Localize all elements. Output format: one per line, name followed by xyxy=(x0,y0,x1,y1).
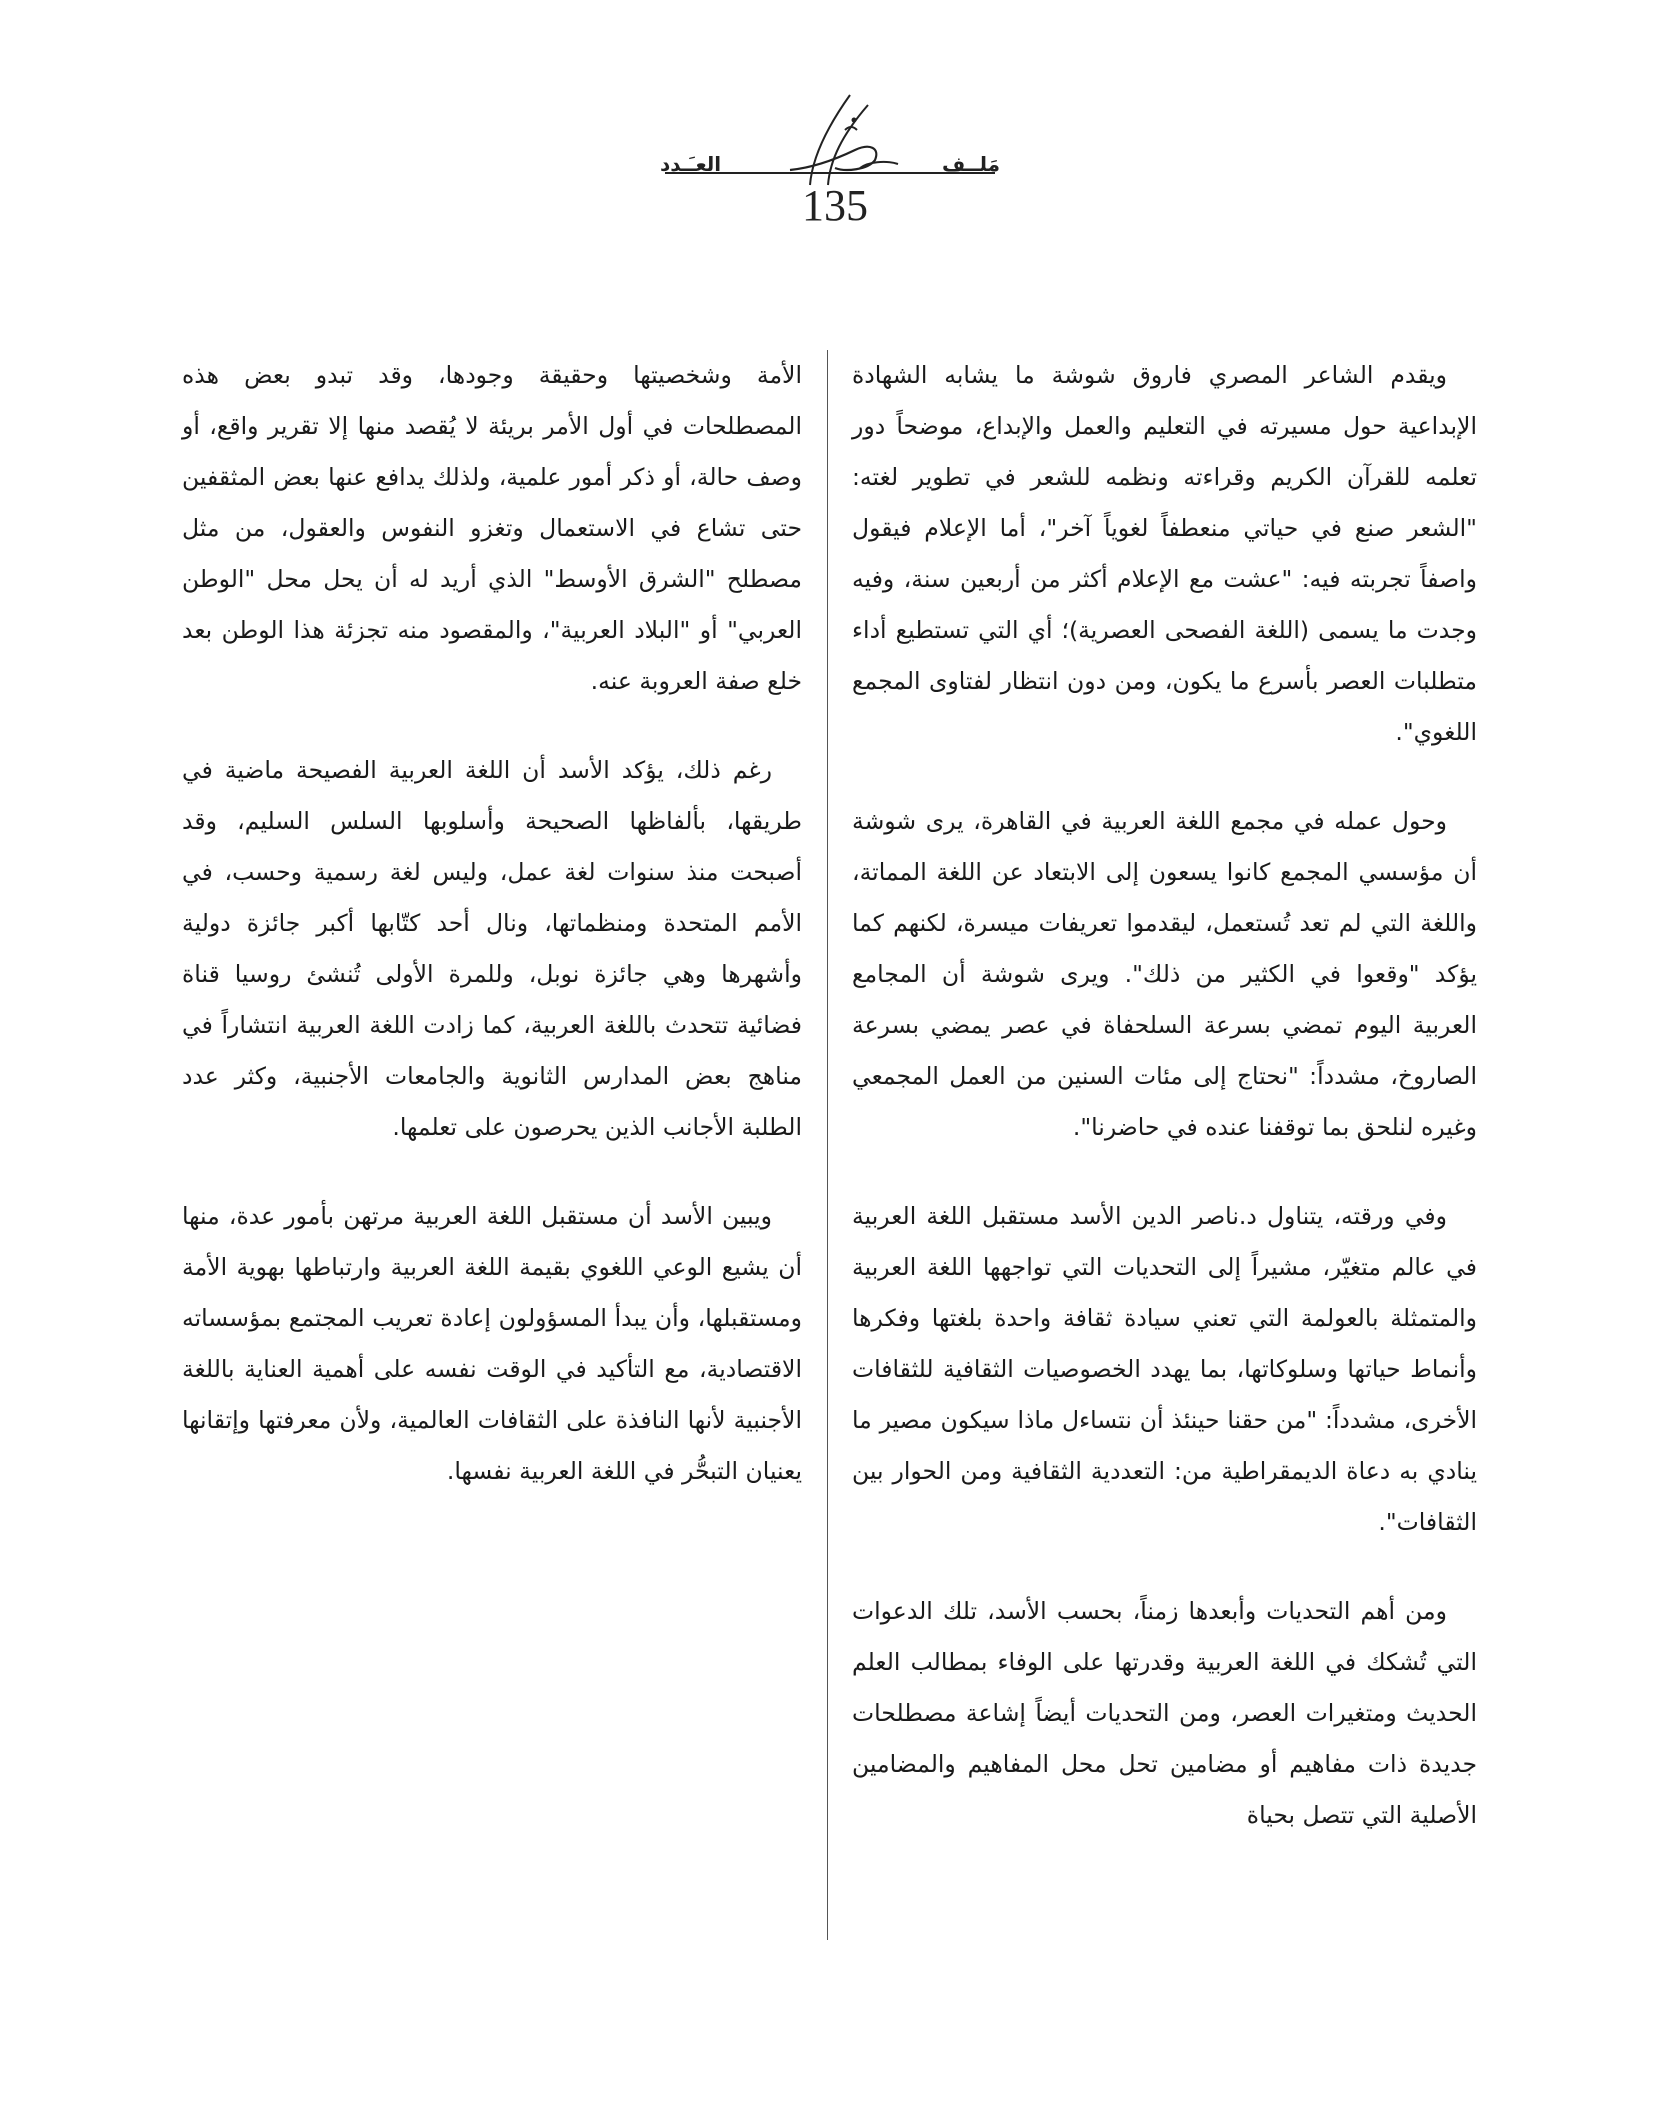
section-label: مَلــف xyxy=(941,152,1000,176)
paragraph: ويقدم الشاعر المصري فاروق شوشة ما يشابه الشهادة الإبداعية حول مسيرته في التعليم والعمل والإبداع، موضحاً دور تعلمه للقرآن الكريم وقراءته ونظمه للشعر في تطوير لغته: "الشعر صنع في حياتي منعطفاً لغوياً آخر"، أما الإعلام فيقول واصفاً تجربته فيه: "عشت مع الإعلام أكثر من أربعين سنة، وفيه وجدت ما يسمى (اللغة الفصحى العصرية)؛ أي التي تستطيع أداء متطلبات العصر بأسرع ما يكون، ومن دون انتظار لفتاوى المجمع اللغوي". xyxy=(852,361,1477,746)
paragraph: ويبين الأسد أن مستقبل اللغة العربية مرتهن بأمور عدة، منها أن يشيع الوعي اللغوي بقيمة اللغة العربية وارتباطها بهوية الأمة ومستقبلها، وأن يبدأ المسؤولون إعادة تعريب المجتمع بمؤسساته الاقتصادية، مع التأكيد في الوقت نفسه على أهمية العناية باللغة الأجنبية لأنها النافذة على الثقافات العالمية، ولأن معرفتها وإتقانها يعنيان التبحُّر في اللغة العربية نفسها. xyxy=(182,1202,802,1485)
paragraph: وفي ورقته، يتناول د.ناصر الدين الأسد مستقبل اللغة العربية في عالم متغيّر، مشيراً إلى التحديات التي تواجهها اللغة العربية والمتمثلة بالعولمة التي تعني سيادة ثقافة واحدة بلغتها وفكرها وأنماط حياتها وسلوكاتها، بما يهدد الخصوصيات الثقافية للثقافات الأخرى، مشدداً: "من حقنا حينئذ أن نتساءل ماذا سيكون مصير ما ينادي به دعاة الديمقراطية من: التعددية الثقافية ومن الحوار بين الثقافات". xyxy=(852,1202,1477,1536)
column-divider xyxy=(827,350,828,1940)
page-header xyxy=(0,90,1654,240)
page-number: 135 xyxy=(802,181,868,230)
paragraph: رغم ذلك، يؤكد الأسد أن اللغة العربية الفصيحة ماضية في طريقها، بألفاظها الصحيحة وأسلوبها السلس السليم، وقد أصبحت منذ سنوات لغة عمل، وليس لغة رسمية وحسب، في الأمم المتحدة ومنظماتها، ونال أحد كتّابها أكبر جائزة دولية وأشهرها وهي جائزة نوبل، وللمرة الأولى تُنشئ روسيا قناة فضائية تتحدث باللغة العربية، كما زادت اللغة العربية انتشاراً في مناهج بعض المدارس الثانوية والجامعات الأجنبية، وكثر عدد الطلبة الأجانب الذين يحرصون على تعلمها. xyxy=(182,756,802,1141)
paragraph: الأمة وشخصيتها وحقيقة وجودها، وقد تبدو بعض هذه المصطلحات في أول الأمر بريئة لا يُقصد منها إلا تقرير واقع، أو وصف حالة، أو ذكر أمور علمية، ولذلك يدافع عنها بعض المثقفين حتى تشاع في الاستعمال وتغزو النفوس والعقول، من مثل مصطلح "الشرق الأوسط" الذي أريد له أن يحل محل "الوطن العربي" أو "البلاد العربية"، والمقصود منه تجزئة هذا الوطن بعد خلع صفة العروبة عنه. xyxy=(182,361,802,695)
paragraph: ومن أهم التحديات وأبعدها زمناً، بحسب الأسد، تلك الدعوات التي تُشكك في اللغة العربية وقدرتها على الوفاء بمطالب العلم الحديث ومتغيرات العصر، ومن التحديات أيضاً إشاعة مصطلحات جديدة ذات مفاهيم أو مضامين تحل محل المفاهيم والمضامين الأصلية التي تتصل بحياة xyxy=(852,1597,1477,1829)
article-column-left xyxy=(182,350,802,1535)
article-column-right xyxy=(852,350,1477,1879)
issue-label: العـَـدد xyxy=(660,152,722,176)
paragraph: وحول عمله في مجمع اللغة العربية في القاهرة، يرى شوشة أن مؤسسي المجمع كانوا يسعون إلى الابتعاد عن اللغة المماتة، واللغة التي لم تعد تُستعمل، ليقدموا تعريفات ميسرة، لكنهم كما يؤكد "وقعوا في الكثير من ذلك". ويرى شوشة أن المجامع العربية اليوم تمضي بسرعة السلحفاة في عصر يمضي بسرعة الصاروخ، مشدداً: "نحتاج إلى مئات السنين من العمل المجمعي وغيره لنلحق بما توقفنا عنده في حاضرنا". xyxy=(852,807,1477,1141)
